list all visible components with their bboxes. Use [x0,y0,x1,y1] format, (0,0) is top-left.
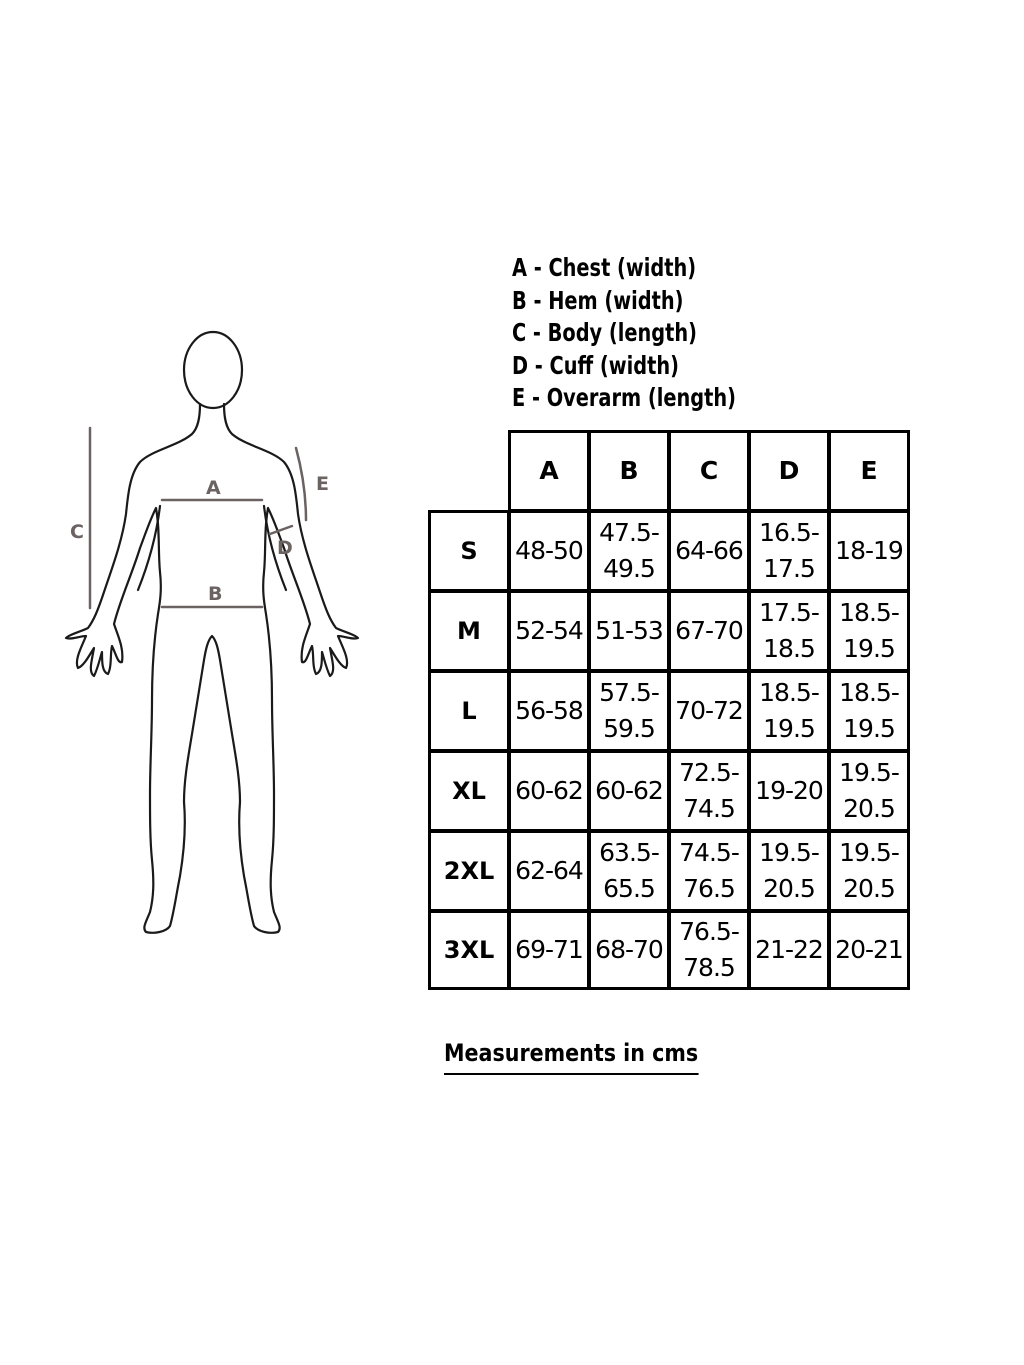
label-e: E [316,473,329,495]
table-cell: 19.5- 20.5 [828,750,910,832]
table-cell: 18-19 [828,510,910,592]
table-cell: 62-64 [508,830,590,912]
row-label-s: S [428,510,510,592]
table-cell: 56-58 [508,670,590,752]
legend-item-c: C - Body (length) [512,318,697,347]
table-cell: 51-53 [588,590,670,672]
legend-item-d: D - Cuff (width) [512,350,679,380]
column-header-d: D [748,430,830,512]
table-cell: 18.5- 19.5 [828,670,910,752]
table-cell: 68-70 [588,910,670,990]
legend-item-e: E - Overarm (length) [512,383,736,412]
table-cell: 69-71 [508,910,590,990]
table-cell: 76.5- 78.5 [668,910,750,990]
table-cell: 64-66 [668,510,750,592]
row-label-m: M [428,590,510,672]
column-header-c: C [668,430,750,512]
column-header-b: B [588,430,670,512]
table-cell: 72.5- 74.5 [668,750,750,832]
table-cell: 48-50 [508,510,590,592]
legend-item-b: B - Hem (width) [512,285,684,315]
label-c: C [70,521,84,543]
table-cell: 52-54 [508,590,590,672]
column-header-a: A [508,430,590,512]
label-d: D [277,537,293,559]
row-label-l: L [428,670,510,752]
measurement-legend [512,252,912,415]
table-cell: 67-70 [668,590,750,672]
body-outline [66,332,358,933]
table-cell: 16.5- 17.5 [748,510,830,592]
table-cell: 63.5- 65.5 [588,830,670,912]
row-label-3xl: 3XL [428,910,510,990]
label-a: A [206,477,221,499]
guide-d-line [270,526,292,534]
table-cell: 74.5- 76.5 [668,830,750,912]
label-b: B [208,583,223,605]
table-cell: 18.5- 19.5 [748,670,830,752]
table-cell: 70-72 [668,670,750,752]
table-cell: 21-22 [748,910,830,990]
table-cell: 47.5- 49.5 [588,510,670,592]
table-cell: 19.5- 20.5 [828,830,910,912]
size-chart-table [428,430,910,990]
legend-item-a: A - Chest (width) [512,253,697,282]
head-outline [184,332,242,408]
measurement-units-note: Measurements in cms [444,1033,698,1075]
table-cell: 19.5- 20.5 [748,830,830,912]
row-label-xl: XL [428,750,510,832]
table-cell: 17.5- 18.5 [748,590,830,672]
table-cell: 57.5- 59.5 [588,670,670,752]
measurement-labels [70,473,329,605]
column-header-e: E [828,430,910,512]
table-cell: 18.5- 19.5 [828,590,910,672]
row-label-2xl: 2XL [428,830,510,912]
table-cell: 60-62 [588,750,670,832]
table-cell: 19-20 [748,750,830,832]
table-cell: 20-21 [828,910,910,990]
table-cell: 60-62 [508,750,590,832]
